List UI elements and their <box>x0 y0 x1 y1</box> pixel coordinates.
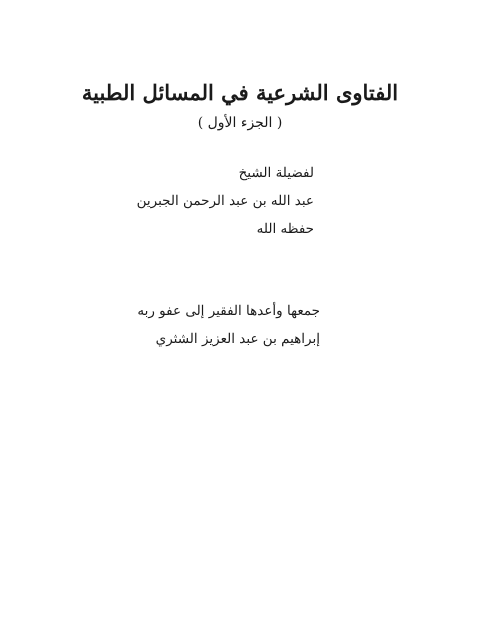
sheikh-blessing: حفظه الله <box>256 221 314 237</box>
compiler-block <box>60 297 320 353</box>
compiler-intro: جمعها وأعدها الفقير إلى عفو ربه <box>137 303 320 319</box>
compiler-name: إبراهيم بن عبد العزيز الشثري <box>155 331 320 347</box>
document-title: الفتاوى الشرعية في المسائل الطبية <box>81 80 399 105</box>
sheikh-block <box>54 159 314 243</box>
sheikh-name: عبد الله بن عبد الرحمن الجبرين <box>136 193 314 209</box>
volume-label: ( الجزء الأول ) <box>197 115 283 131</box>
sheikh-intro: لفضيلة الشيخ <box>238 165 314 181</box>
